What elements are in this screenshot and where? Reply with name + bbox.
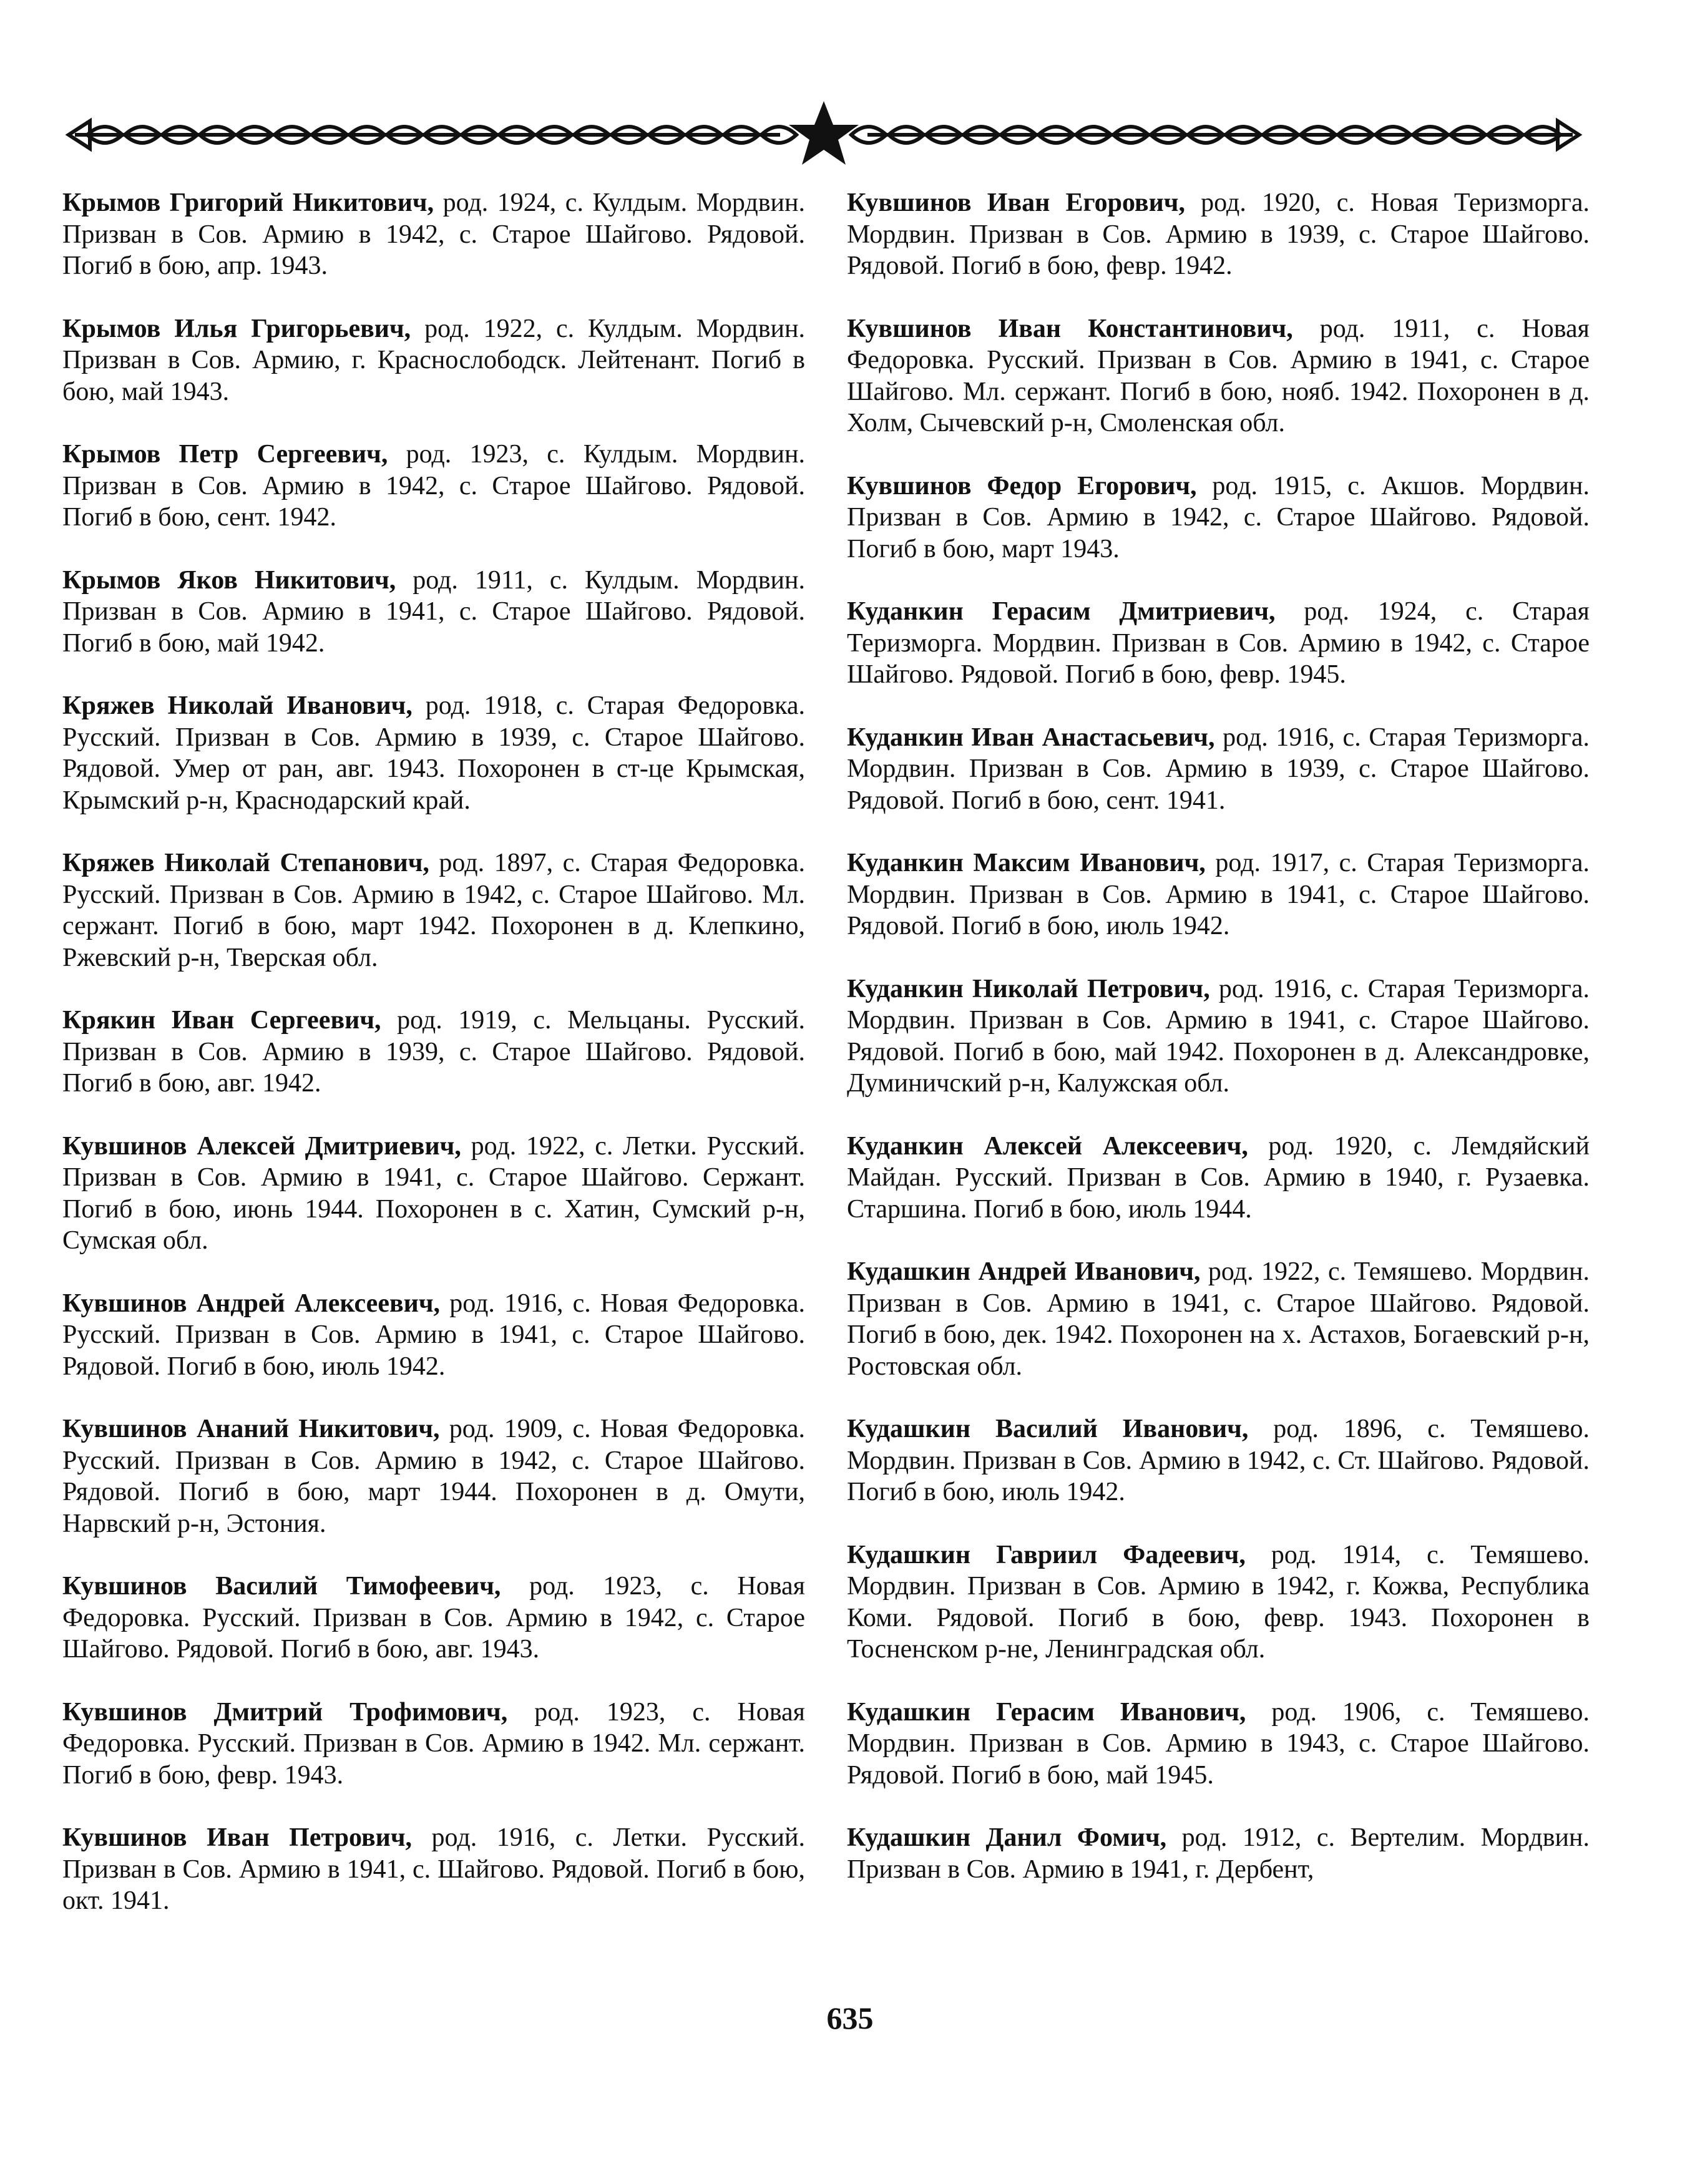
biography-entry	[847, 722, 1590, 817]
person-details: род. 1917, с. Старая Теризморга. Мордвин. Призван в Сов. Армию в 1941, с. Старое Шайгово. Рядовой. Погиб в бою, июль 1942.	[847, 849, 1590, 940]
person-name: Кудашкин Данил Фомич,	[847, 1823, 1167, 1852]
person-name: Куданкин Максим Иванович,	[847, 849, 1206, 877]
biography-entry	[62, 1288, 805, 1383]
person-name: Кряжев Николай Иванович,	[62, 691, 413, 720]
person-details: род. 1906, с. Темяшево. Мордвин. Призван в Сов. Армию в 1943, с. Старое Шайгово. Рядовой. Погиб в бою, май 1945.	[847, 1697, 1590, 1790]
person-name: Кувшинов Ананий Никитович,	[62, 1415, 440, 1443]
left-column	[62, 187, 805, 1948]
biography-entry	[62, 565, 805, 660]
person-details: род. 1916, с. Старая Теризморга. Мордвин. Призван в Сов. Армию в 1941, с. Старое Шайгово. Рядовой. Погиб в бою, май 1942. Похоронен в д. Александровке, Думиничский р-н, Калужская обл.	[847, 974, 1590, 1098]
page-number: 635	[826, 2001, 874, 2035]
person-details: род. 1912, с. Вертелим. Мордвин. Призван в Сов. Армию в 1941, г. Дербент,	[847, 1823, 1590, 1884]
person-details: род. 1916, с. Старая Теризморга. Мордвин. Призван в Сов. Армию в 1939, с. Старое Шайгово. Рядовой. Погиб в бою, сент. 1941.	[847, 723, 1590, 815]
biography-entry	[62, 439, 805, 534]
laurel-star-ornament-icon	[62, 99, 1585, 171]
person-name: Крякин Иван Сергеевич,	[62, 1006, 381, 1035]
person-details: род. 1922, с. Летки. Русский. Призван в Сов. Армию в 1941, с. Старое Шайгово. Сержант. Погиб в бою, июнь 1944. Похоронен в с. Хатин, Сумский р-н, Сумская обл.	[62, 1131, 805, 1255]
person-details: род. 1916, с. Летки. Русский. Призван в Сов. Армию в 1941, с. Шайгово. Рядовой. Погиб в бою, окт. 1941.	[62, 1823, 805, 1915]
person-name: Кувшинов Василий Тимофеевич,	[62, 1572, 501, 1601]
person-details: род. 1909, с. Новая Федоровка. Русский. Призван в Сов. Армию в 1942, с. Старое Шайгово. Рядовой. Погиб в бою, март 1944. Похоронен в д. Омути, Нарвский р-н, Эстония.	[62, 1415, 806, 1538]
person-name: Куданкин Николай Петрович,	[847, 974, 1210, 1003]
person-name: Кувшинов Алексей Дмитриевич,	[62, 1131, 461, 1161]
person-name: Кудашкин Андрей Иванович,	[847, 1257, 1201, 1286]
person-details: род. 1920, с. Лемдяйский Майдан. Русский. Призван в Сов. Армию в 1940, г. Рузаевка. Старшина. Погиб в бою, июль 1944.	[847, 1131, 1590, 1224]
biography-entry	[847, 1413, 1590, 1508]
biography-entry	[847, 1256, 1590, 1382]
person-details: род. 1923, с. Новая Федоровка. Русский. Призван в Сов. Армию в 1942, с. Старое Шайгово. Рядовой. Погиб в бою, авг. 1943.	[62, 1572, 806, 1664]
person-details: род. 1911, с. Новая Федоровка. Русский. Призван в Сов. Армию в 1941, с. Старое Шайгово. Мл. сержант. Погиб в бою, нояб. 1942. Похоронен в д. Холм, Сычевский р-н, Смоленская обл.	[847, 314, 1590, 437]
person-details: род. 1896, с. Темяшево. Мордвин. Призван в Сов. Армию в 1942, с. Ст. Шайгово. Рядовой. Погиб в бою, июль 1942.	[847, 1415, 1590, 1506]
person-details: род. 1911, с. Кулдым. Мордвин. Призван в Сов. Армию в 1941, с. Старое Шайгово. Рядовой. Погиб в бою, май 1942.	[62, 565, 805, 658]
biography-entry	[847, 187, 1590, 282]
person-details: род. 1920, с. Новая Теризморга. Мордвин. Призван в Сов. Армию в 1939, с. Старое Шайгово. Рядовой. Погиб в бою, февр. 1942.	[847, 188, 1590, 280]
biography-entry	[62, 313, 805, 408]
biography-entry	[62, 1413, 805, 1539]
biography-entry	[62, 690, 805, 816]
person-details: род. 1924, с. Старая Теризморга. Мордвин. Призван в Сов. Армию в 1942, с. Старое Шайгово. Рядовой. Погиб в бою, февр. 1945.	[847, 597, 1590, 689]
person-details: род. 1897, с. Старая Федоровка. Русский. Призван в Сов. Армию в 1942, с. Старое Шайгово. Мл. сержант. Погиб в бою, март 1942. Похоронен в д. Клепкино, Ржевский р-н, Тверская обл.	[62, 849, 805, 972]
biography-entry	[62, 1697, 805, 1792]
person-details: род. 1916, с. Новая Федоровка. Русский. Призван в Сов. Армию в 1941, с. Старое Шайгово. Рядовой. Погиб в бою, июль 1942.	[62, 1289, 805, 1381]
biography-entry	[847, 1822, 1590, 1885]
person-details: род. 1919, с. Мельцаны. Русский. Призван в Сов. Армию в 1939, с. Старое Шайгово. Рядовой. Погиб в бою, авг. 1942.	[62, 1006, 805, 1098]
person-name: Кудашкин Василий Иванович,	[847, 1415, 1249, 1443]
person-details: род. 1924, с. Кулдым. Мордвин. Призван в Сов. Армию в 1942, с. Старое Шайгово. Рядовой. Погиб в бою, апр. 1943.	[62, 188, 805, 280]
person-name: Кувшинов Иван Егорович,	[847, 188, 1185, 217]
person-details: род. 1915, с. Акшов. Мордвин. Призван в Сов. Армию в 1942, с. Старое Шайгово. Рядовой. Погиб в бою, март 1943.	[847, 471, 1590, 563]
person-details: род. 1914, с. Темяшево. Мордвин. Призван в Сов. Армию в 1942, г. Кожва, Республика Коми. Рядовой. Погиб в бою, февр. 1943. Похоронен в Тосненском р-не, Ленинградская обл.	[847, 1540, 1590, 1664]
person-name: Кувшинов Андрей Алексеевич,	[62, 1289, 441, 1318]
biography-entry	[847, 847, 1590, 942]
person-details: род. 1918, с. Старая Федоровка. Русский. Призван в Сов. Армию в 1939, с. Старое Шайгово. Рядовой. Умер от ран, авг. 1943. Похоронен в ст-це Крымская, Крымский р-н, Краснодарский край.	[62, 691, 805, 815]
biography-entry	[62, 847, 805, 973]
person-name: Кувшинов Иван Петрович,	[62, 1823, 413, 1852]
biography-entry	[847, 1131, 1590, 1226]
person-name: Кряжев Николай Степанович,	[62, 849, 429, 877]
biography-entry	[62, 1005, 805, 1099]
biography-entry	[847, 470, 1590, 565]
biography-entry	[847, 973, 1590, 1099]
person-name: Кудашкин Гавриил Фадеевич,	[847, 1540, 1246, 1569]
biography-entry	[847, 1539, 1590, 1665]
biography-entry	[62, 1571, 805, 1665]
person-name: Крымов Илья Григорьевич,	[62, 314, 411, 343]
person-name: Крымов Петр Сергеевич,	[62, 440, 388, 469]
right-column	[847, 187, 1590, 1916]
person-name: Куданкин Алексей Алексеевич,	[847, 1131, 1248, 1161]
person-name: Кудашкин Герасим Иванович,	[847, 1697, 1246, 1727]
person-details: род. 1922, с. Темяшево. Мордвин. Призван в Сов. Армию в 1941, с. Старое Шайгово. Рядовой. Погиб в бою, дек. 1942. Похоронен на х. Астахов, Богаевский р-н, Ростовская обл.	[847, 1257, 1590, 1381]
person-name: Кувшинов Иван Константинович,	[847, 314, 1293, 343]
star-icon	[789, 101, 859, 165]
person-name: Кувшинов Дмитрий Трофимович,	[62, 1697, 508, 1727]
biography-entry	[847, 1697, 1590, 1792]
biography-entry	[62, 1822, 805, 1917]
person-details: род. 1923, с. Кулдым. Мордвин. Призван в Сов. Армию в 1942, с. Старое Шайгово. Рядовой. Погиб в бою, сент. 1942.	[62, 440, 805, 532]
biography-entry	[62, 187, 805, 282]
biography-entry	[62, 1131, 805, 1257]
person-details: род. 1923, с. Новая Федоровка. Русский. Призван в Сов. Армию в 1942. Мл. сержант. Погиб в бою, февр. 1943.	[62, 1697, 806, 1790]
person-name: Крымов Григорий Никитович,	[62, 188, 434, 217]
person-name: Кувшинов Федор Егорович,	[847, 471, 1197, 500]
biography-entry	[847, 313, 1590, 439]
person-name: Крымов Яков Никитович,	[62, 565, 396, 595]
biography-entry	[847, 596, 1590, 691]
person-details: род. 1922, с. Кулдым. Мордвин. Призван в Сов. Армию, г. Краснослободск. Лейтенант. Погиб в бою, май 1943.	[62, 314, 805, 406]
person-name: Куданкин Герасим Дмитриевич,	[847, 597, 1276, 626]
person-name: Куданкин Иван Анастасьевич,	[847, 723, 1215, 752]
